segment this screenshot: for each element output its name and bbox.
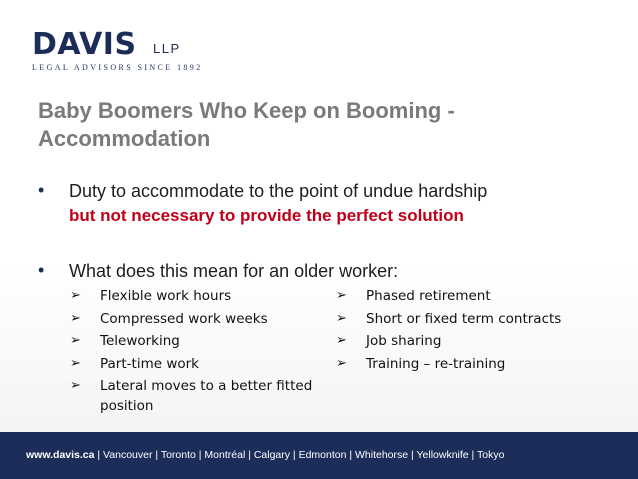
list-item-label: Flexible work hours [100,288,232,304]
list-item-label: Job sharing [366,333,442,349]
list-item-label: position [100,398,154,414]
bullet-text: What does this mean for an older worker: [69,261,399,281]
footer-text [26,449,504,461]
bullet-icon: • [38,180,45,200]
list-item-label: Compressed work weeks [100,311,268,327]
bullet-text: Duty to accommodate to the point of undue hardship [69,181,488,201]
bullet-emphasis: but not necessary to provide the perfect solution [69,206,464,225]
arrow-icon: ➢ [336,288,347,303]
logo-tagline: LEGAL ADVISORS SINCE 1892 [32,63,203,72]
list-item-label: Short or fixed term contracts [366,311,562,327]
arrow-icon: ➢ [70,333,81,348]
logo-llp: LLP [153,41,181,56]
bullet-icon: • [38,260,45,280]
arrow-icon: ➢ [336,356,347,371]
footer-offices: | Vancouver | Toronto | Montréal | Calgary | Edmonton | Whitehorse | Yellowknife | Tokyo [94,449,505,461]
list-item-label: Training – re-training [366,356,506,372]
arrow-icon: ➢ [70,311,81,326]
slide-title: Baby Boomers Who Keep on Booming - Accommodation [38,98,455,151]
list-item-label: Lateral moves to a better fitted [100,378,313,394]
footer-bar [0,432,638,479]
arrow-icon: ➢ [336,311,347,326]
list-item-label: Teleworking [100,333,180,349]
logo-wordmark: DAVIS [32,27,137,62]
arrow-icon: ➢ [70,356,81,371]
list-item-label: Phased retirement [366,288,491,304]
arrow-icon: ➢ [336,333,347,348]
arrow-icon: ➢ [70,378,81,393]
footer-url[interactable]: www.davis.ca [26,449,95,461]
arrow-icon: ➢ [70,288,81,303]
list-item-label: Part-time work [100,356,199,372]
